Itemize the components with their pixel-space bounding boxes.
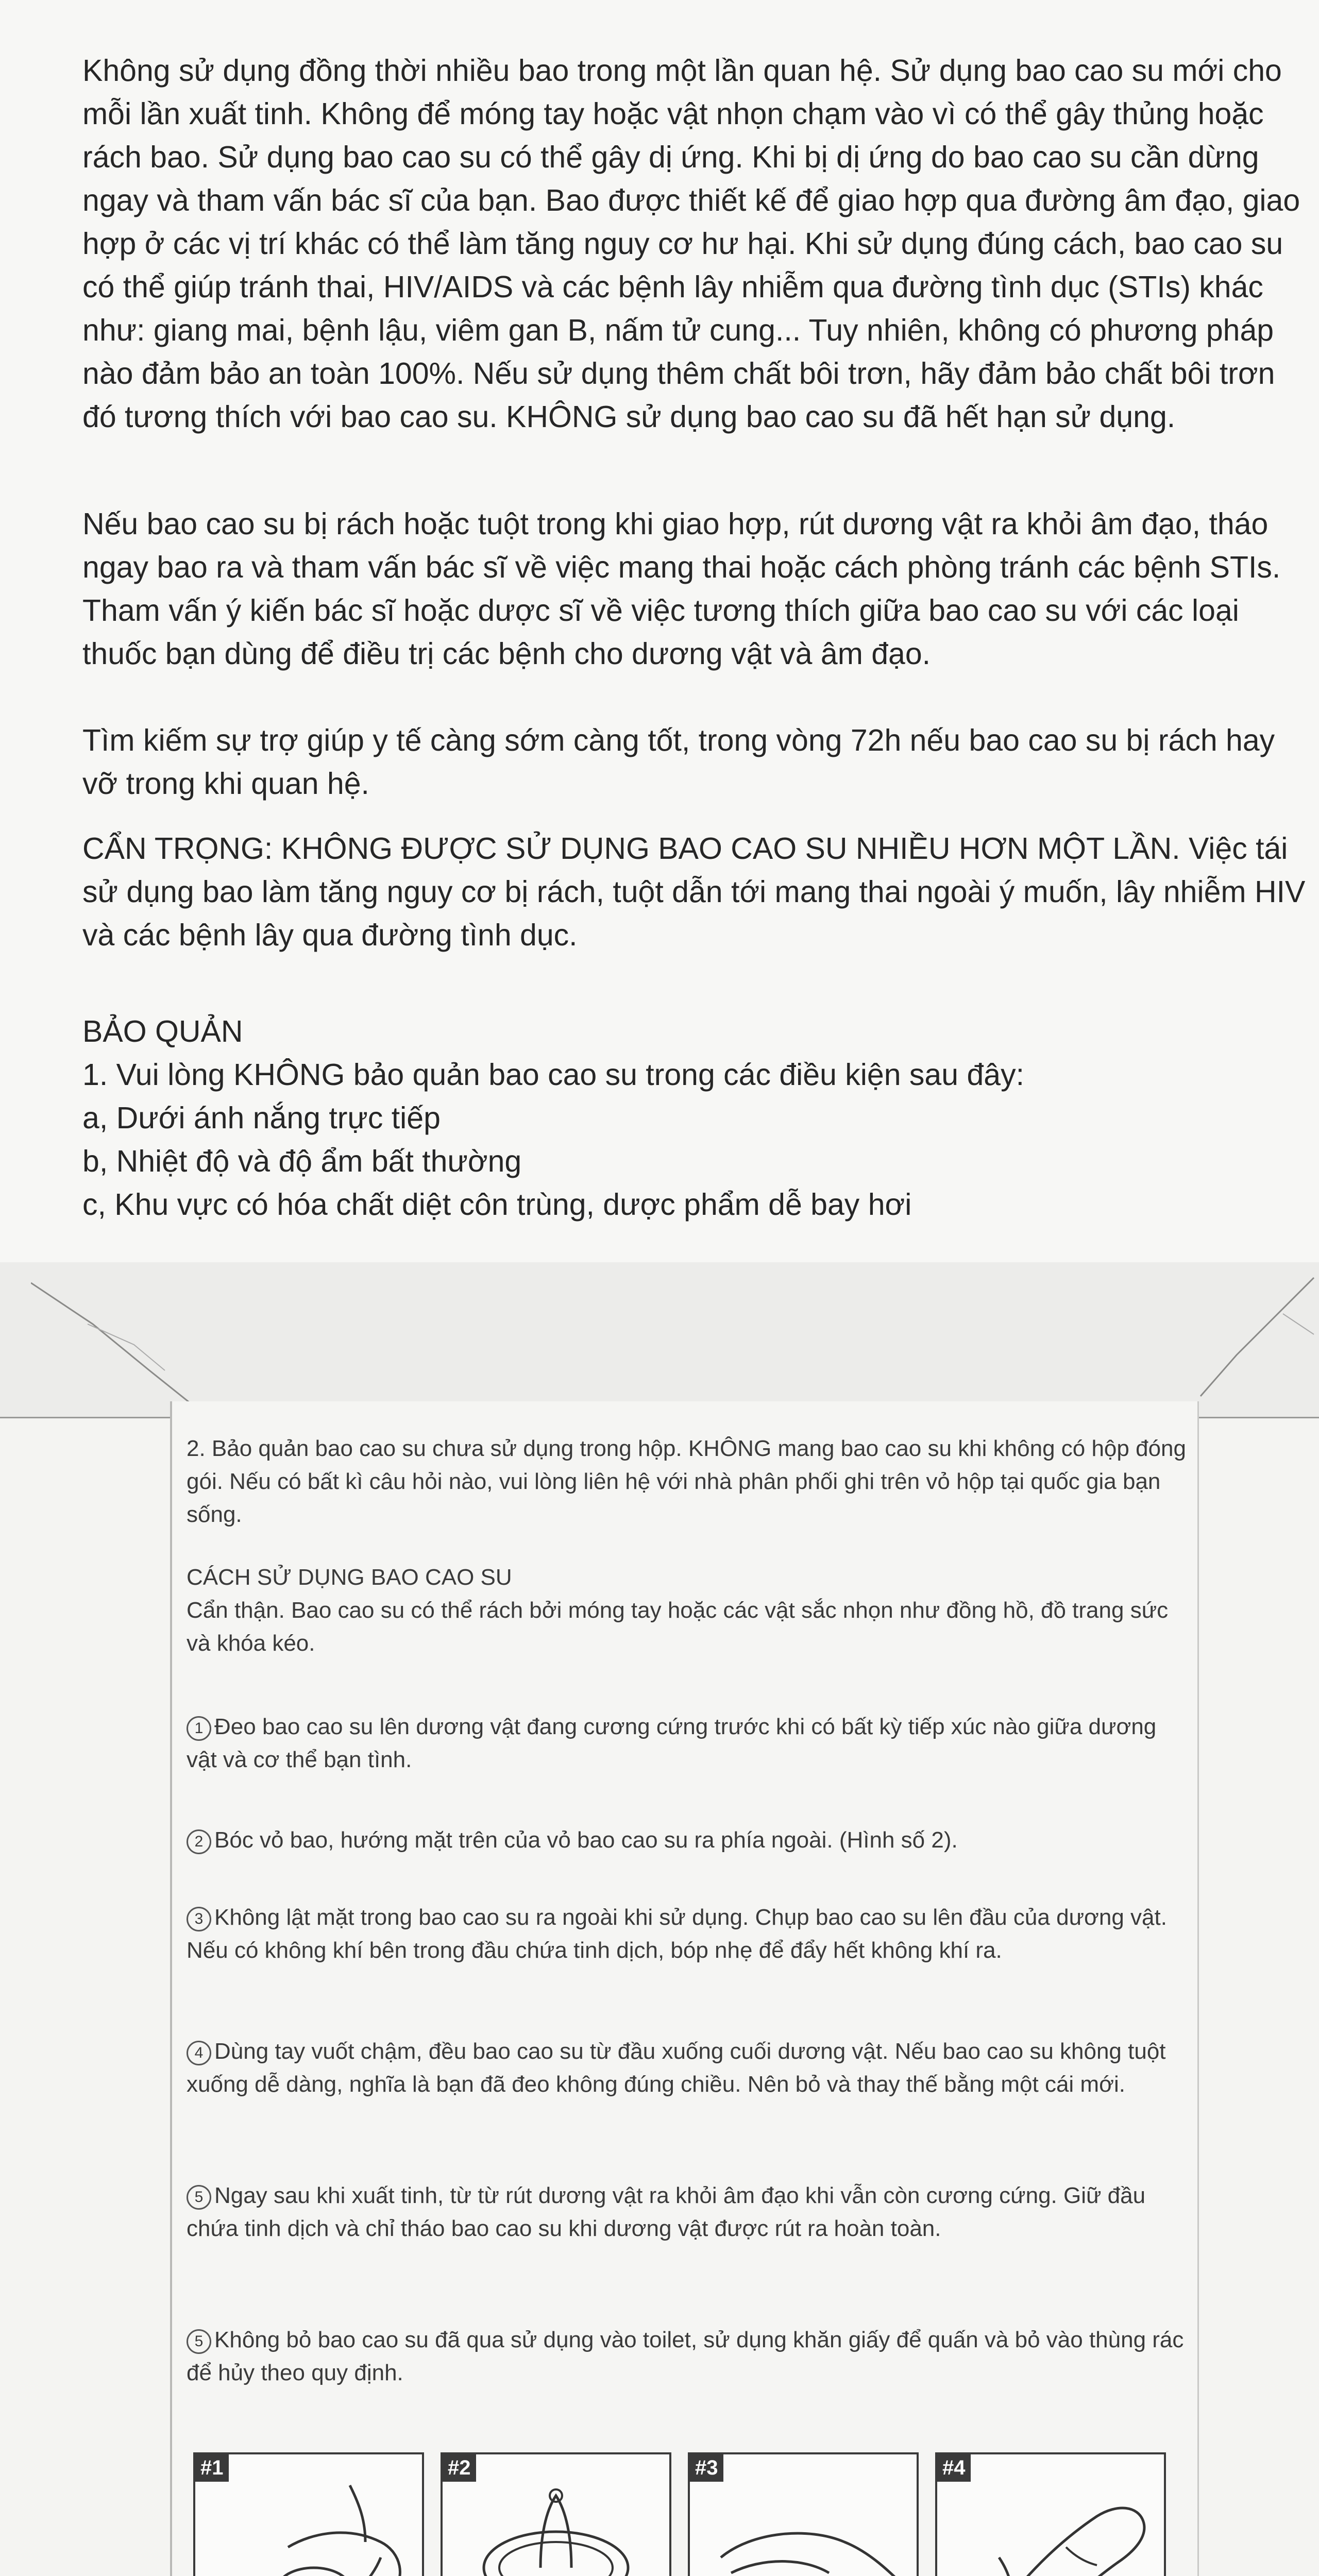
storage-section: [82, 1010, 1309, 1226]
storage-item-b: b, Nhiệt độ và độ ẩm bất thường: [82, 1144, 522, 1178]
storage-item-2: 2. Bảo quản bao cao su chưa sử dụng trong hộp. KHÔNG mang bao cao su khi không có hộp đóng gói. Nếu có bất kì câu hỏi nào, vui lòng liên hệ với nhà phân phối ghi trên vỏ hộp tại quốc gia bạn sống.: [187, 1436, 1186, 1527]
figure-label: #2: [443, 2454, 476, 2482]
usage-title: CÁCH SỬ DỤNG BAO CAO SU: [187, 1565, 512, 1590]
step-number: 5: [187, 2185, 211, 2210]
usage-section: [187, 1561, 1186, 1660]
top-leaflet-panel: [0, 0, 1319, 1262]
figure-label: #3: [690, 2454, 723, 2482]
step-1: 1 Đeo bao cao su lên dương vật đang cương cứng trước khi có bất kỳ tiếp xúc nào giữa dương vật và cơ thể bạn tình.: [187, 1714, 1157, 1772]
warning-paragraph: Không sử dụng đồng thời nhiều bao trong một lần quan hệ. Sử dụng bao cao su mới cho mỗi lần xuất tinh. Không để móng tay hoặc vật nhọn chạm vào vì có thể gây thủng hoặc rách bao. Sử dụng bao cao su có thể gây dị ứng. Khi bị dị ứng do bao cao su cần dừng ngay và tham vấn bác sĩ của bạn. Bao được thiết kế để giao hợp qua đường âm đạo, giao hợp ở các vị trí khác có thể làm tăng nguy cơ hư hại. Khi sử dụng đúng cách, bao cao su có thể giúp tránh thai, HIV/AIDS và các bệnh lây nhiễm qua đường tình dục (STIs) khác như: giang mai, bệnh lậu, viêm gan B, nấm tử cung... Tuy nhiên, không có phương pháp nào đảm bảo an toàn 100%. Nếu sử dụng thêm chất bôi trơn, hãy đảm bảo chất bôi trơn đó tương thích với bao cao su. KHÔNG sử dụng bao cao su đã hết hạn sử dụng.: [82, 54, 1300, 434]
condom-on-penis-icon: [937, 2454, 1164, 2576]
figure-label: #1: [195, 2454, 229, 2482]
fold-crease-left-icon: [31, 1262, 237, 1417]
step-3: 3 Không lật mặt trong bao cao su ra ngoài khi sử dụng. Chụp bao cao su lên đầu của dương vật. Nếu có không khí bên trong đầu chứa tinh dịch, bóp nhẹ để đẩy hết không khí ra.: [187, 1905, 1167, 1963]
paper-fold-region: [0, 1262, 1319, 1417]
medical-help-paragraph: Tìm kiếm sự trợ giúp y tế càng sớm càng tốt, trong vòng 72h nếu bao cao su bị rách hay vỡ trong khi quan hệ.: [82, 723, 1275, 801]
step-4: 4 Dùng tay vuốt chậm, đều bao cao su từ đầu xuống cuối dương vật. Nếu bao cao su không tuột xuống dễ dàng, nghĩa là bạn đã đeo không đúng chiều. Nên bỏ và thay thế bằng một cái mới.: [187, 2039, 1166, 2097]
step-2: 2 Bóc vỏ bao, hướng mặt trên của vỏ bao cao su ra phía ngoài. (Hình số 2).: [187, 1824, 1186, 1857]
step-6: 5 Không bỏ bao cao su đã qua sử dụng vào toilet, sử dụng khăn giấy để quấn và bỏ vào thùng rác để hủy theo quy định.: [187, 2327, 1184, 2385]
figure-2: [441, 2452, 671, 2576]
figure-label: #4: [937, 2454, 971, 2482]
storage-item-c: c, Khu vực có hóa chất diệt côn trùng, dược phẩm dễ bay hơi: [82, 1188, 912, 1222]
caution-paragraph: CẨN TRỌNG: KHÔNG ĐƯỢC SỬ DỤNG BAO CAO SU NHIỀU HƠN MỘT LẦN. Việc tái sử dụng bao làm tăng nguy cơ bị rách, tuột dẫn tới mang thai ngoài ý muốn, lây nhiễm HIV và các bệnh lây qua đường tình dục.: [82, 832, 1306, 952]
step-number: 2: [187, 1829, 211, 1854]
storage-item-1: 1. Vui lòng KHÔNG bảo quản bao cao su trong các điều kiện sau đây:: [82, 1058, 1024, 1092]
figure-4: [935, 2452, 1166, 2576]
pinching-condom-tip-icon: [690, 2454, 917, 2576]
fold-line-right: [1195, 1417, 1319, 1418]
figure-3: [688, 2452, 919, 2576]
fold-line-left: [0, 1417, 170, 1418]
fold-crease-right-icon: [1159, 1262, 1319, 1417]
figure-1: [193, 2452, 424, 2576]
breakage-paragraph: Nếu bao cao su bị rách hoặc tuột trong khi giao hợp, rút dương vật ra khỏi âm đạo, tháo ngay bao ra và tham vấn bác sĩ về việc mang thai hoặc cách phòng tránh các bệnh STIs. Tham vấn ý kiến bác sĩ hoặc dược sĩ về việc tương thích giữa bao cao su với các loại thuốc bạn dùng để điều trị các bệnh cho dương vật và âm đạo.: [82, 507, 1281, 671]
lower-leaflet-panel: [170, 1401, 1199, 2576]
hand-unrolling-condom-icon: [195, 2454, 422, 2576]
step-number: 4: [187, 2041, 211, 2065]
step-number: 1: [187, 1716, 211, 1741]
usage-caution: Cẩn thận. Bao cao su có thể rách bởi móng tay hoặc các vật sắc nhọn như đồng hồ, đồ trang sức và khóa kéo.: [187, 1598, 1169, 1656]
step-5: 5 Ngay sau khi xuất tinh, từ từ rút dương vật ra khỏi âm đạo khi vẫn còn cương cứng. Giữ đầu chứa tinh dịch và chỉ tháo bao cao su khi dương vật được rút ra hoàn toàn.: [187, 2183, 1146, 2241]
step-number: 5: [187, 2329, 211, 2354]
step-number: 3: [187, 1907, 211, 1931]
storage-item-a: a, Dưới ánh nắng trực tiếp: [82, 1101, 441, 1135]
storage-title: BẢO QUẢN: [82, 1014, 243, 1048]
condom-wrapper-icon: [443, 2454, 669, 2576]
